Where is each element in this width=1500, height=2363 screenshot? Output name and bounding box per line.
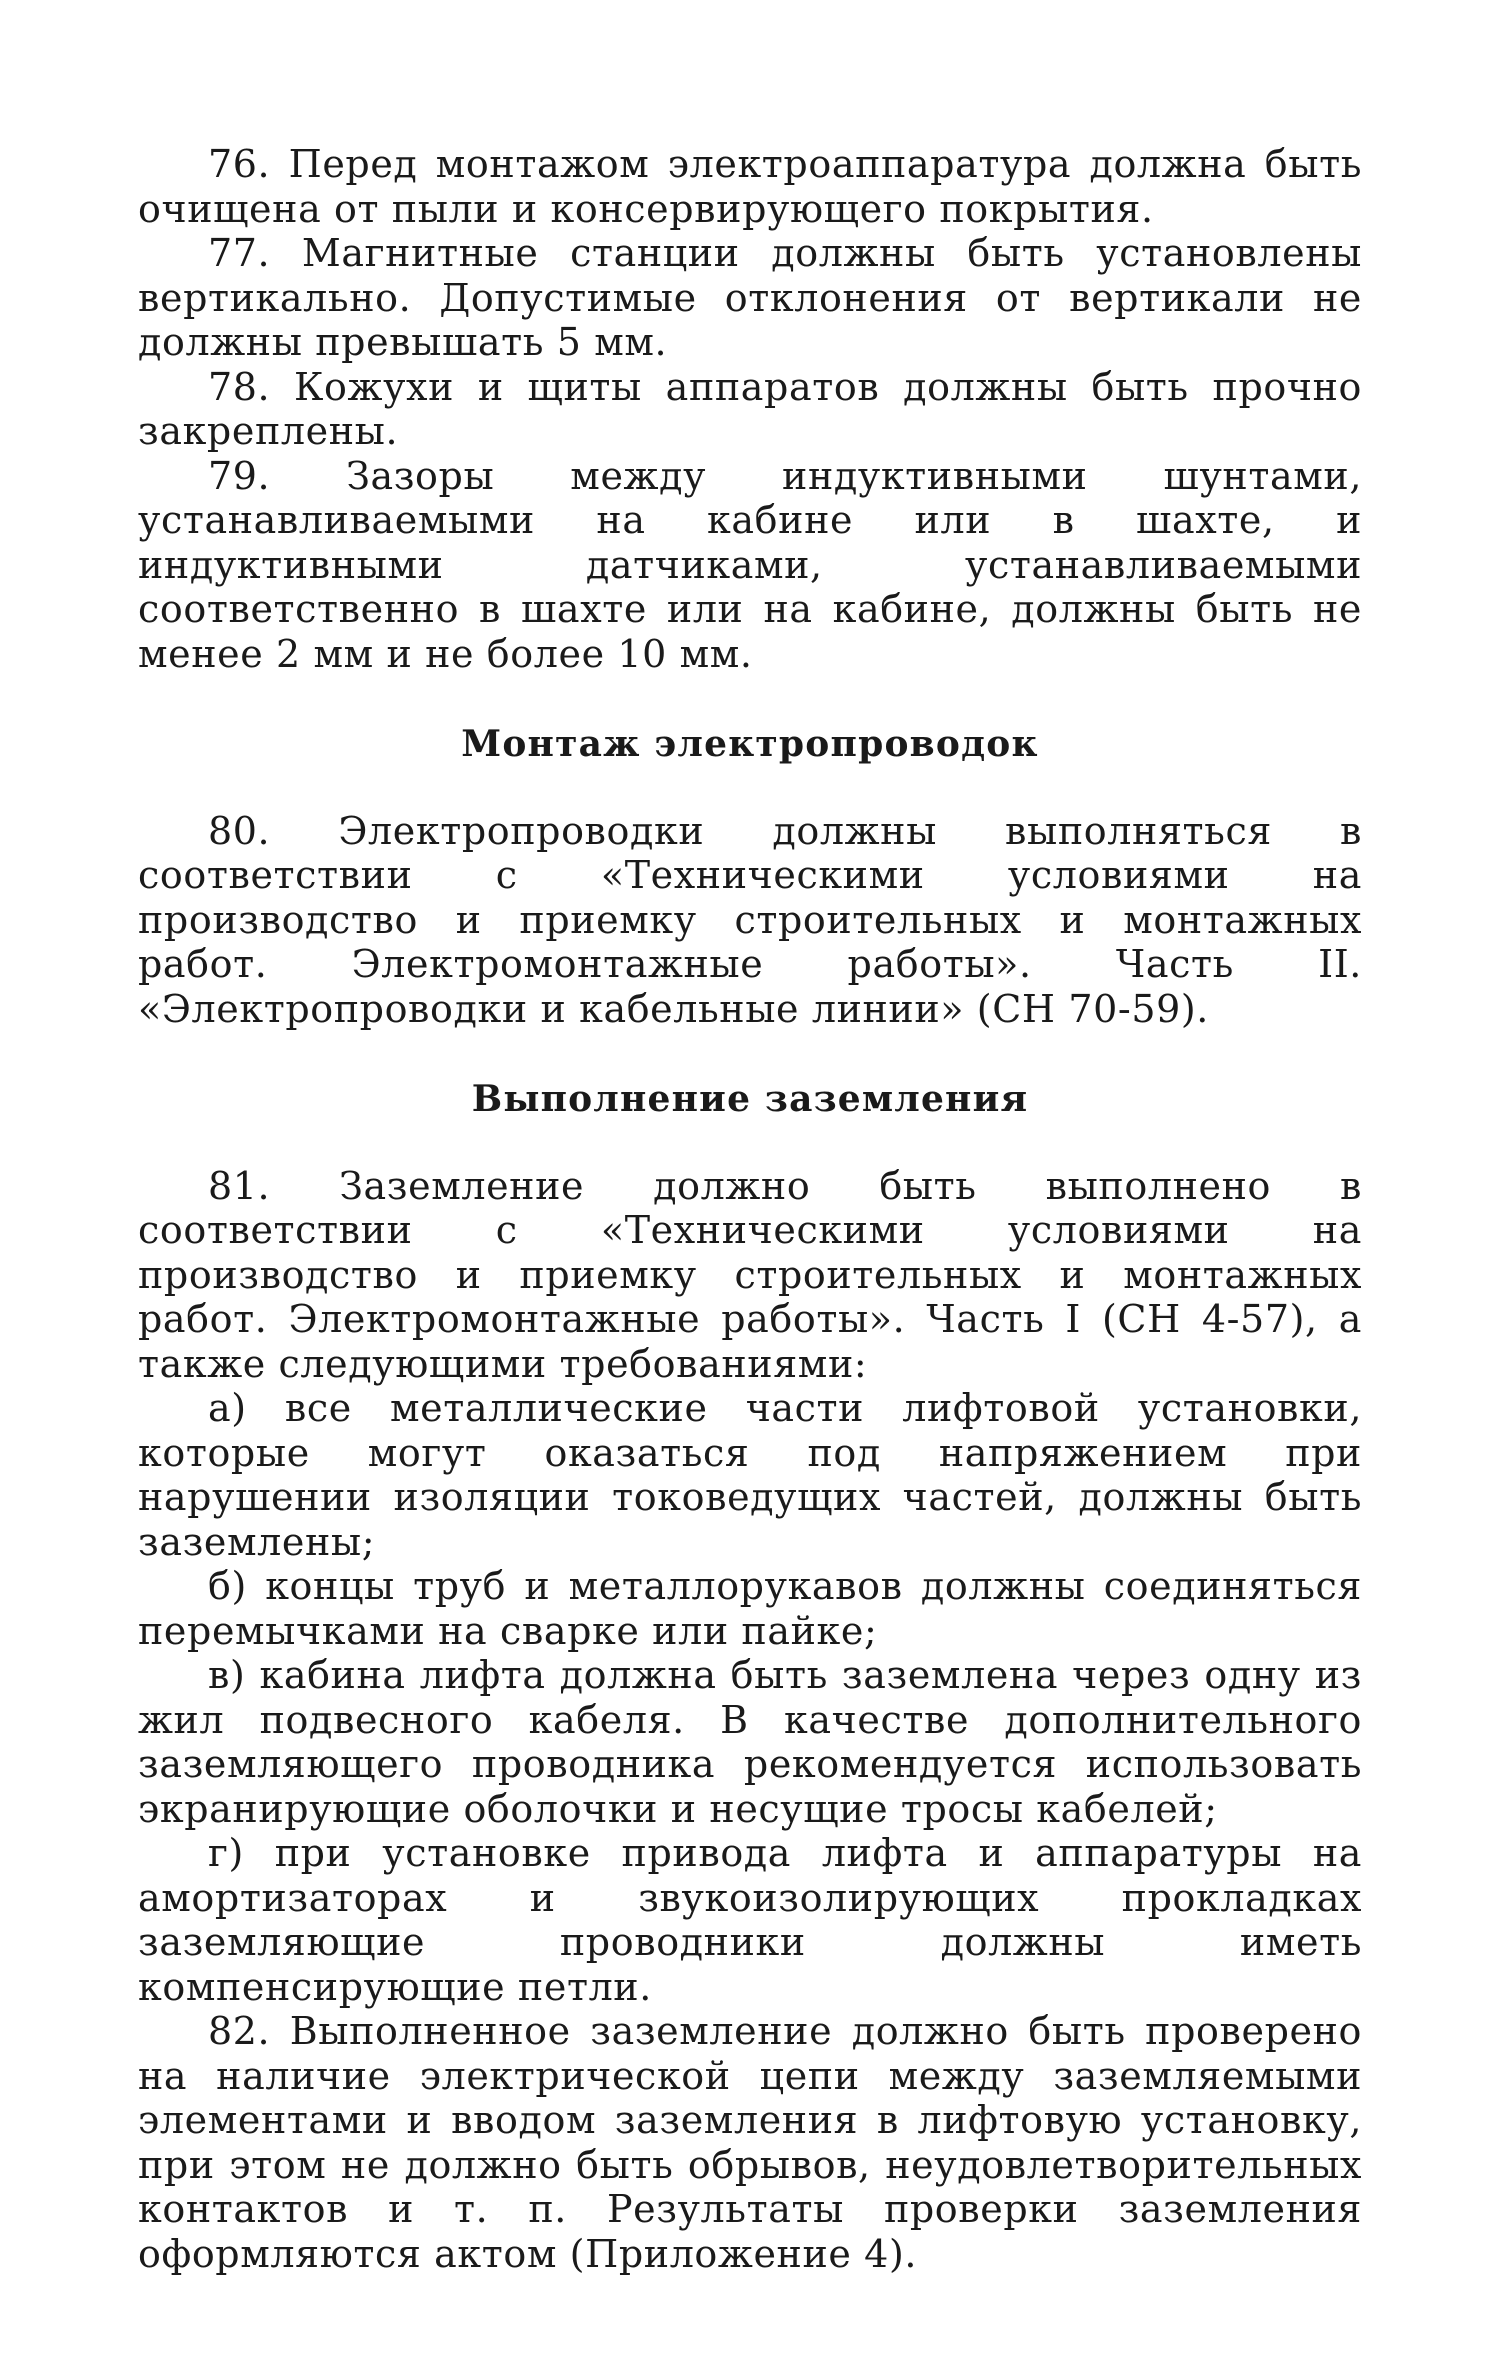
paragraph-77: 77. Магнитные станции должны быть установлены вертикально. Допустимые отклонения от вертикали не должны превышать 5 мм. (138, 231, 1362, 364)
paragraph-80: 80. Электропроводки должны выполняться в соответствии с «Техническими условиями на производство и приемку строительных и монтажных работ. Электромонтажные работы». Часть II. «Электропроводки и кабельные линии» (СН 70-59). (138, 808, 1362, 1031)
paragraph-81c: в) кабина лифта должна быть заземлена через одну из жил подвесного кабеля. В качестве дополнительного заземляющего проводника рекомендуется использовать экранирующие оболочки и несущие тросы кабелей; (138, 1653, 1362, 1831)
paragraph-76: 76. Перед монтажом электроаппаратура должна быть очищена от пыли и консервирующего покрытия. (138, 142, 1362, 231)
paragraph-81b: б) концы труб и металлорукавов должны соединяться перемычками на сварке или пайке; (138, 1564, 1362, 1653)
paragraph-81d: г) при установке привода лифта и аппаратуры на амортизаторах и звукоизолирующих прокладках заземляющие проводники должны иметь компенсирующие петли. (138, 1831, 1362, 2009)
paragraph-82: 82. Выполненное заземление должно быть проверено на наличие электрической цепи между заземляемыми элементами и вводом заземления в лифтовую установку, при этом не должно быть обрывов, неудовлетворительных контактов и т. п. Результаты проверки заземления оформляются актом (Приложение 4). (138, 2009, 1362, 2276)
paragraph-81: 81. Заземление должно быть выполнено в соответствии с «Техническими условиями на производство и приемку строительных и монтажных работ. Электромонтажные работы». Часть I (СН 4-57), а также следующими требованиями: (138, 1163, 1362, 1386)
section-heading-grounding: Выполнение заземления (471, 1078, 1029, 1120)
section-heading-wiring: Монтаж электропроводок (461, 723, 1039, 765)
paragraph-79: 79. Зазоры между индуктивными шунтами, устанавливаемыми на кабине или в шахте, и индуктивными датчиками, устанавливаемыми соответственно в шахте или на кабине, должны быть не менее 2 мм и не более 10 мм. (138, 453, 1362, 676)
paragraph-81a: а) все металлические части лифтовой установки, которые могут оказаться под напряжением при нарушении изоляции токоведущих частей, должны быть заземлены; (138, 1386, 1362, 1564)
paragraph-78: 78. Кожухи и щиты аппаратов должны быть прочно закреплены. (138, 364, 1362, 453)
document-page (138, 142, 1362, 2276)
